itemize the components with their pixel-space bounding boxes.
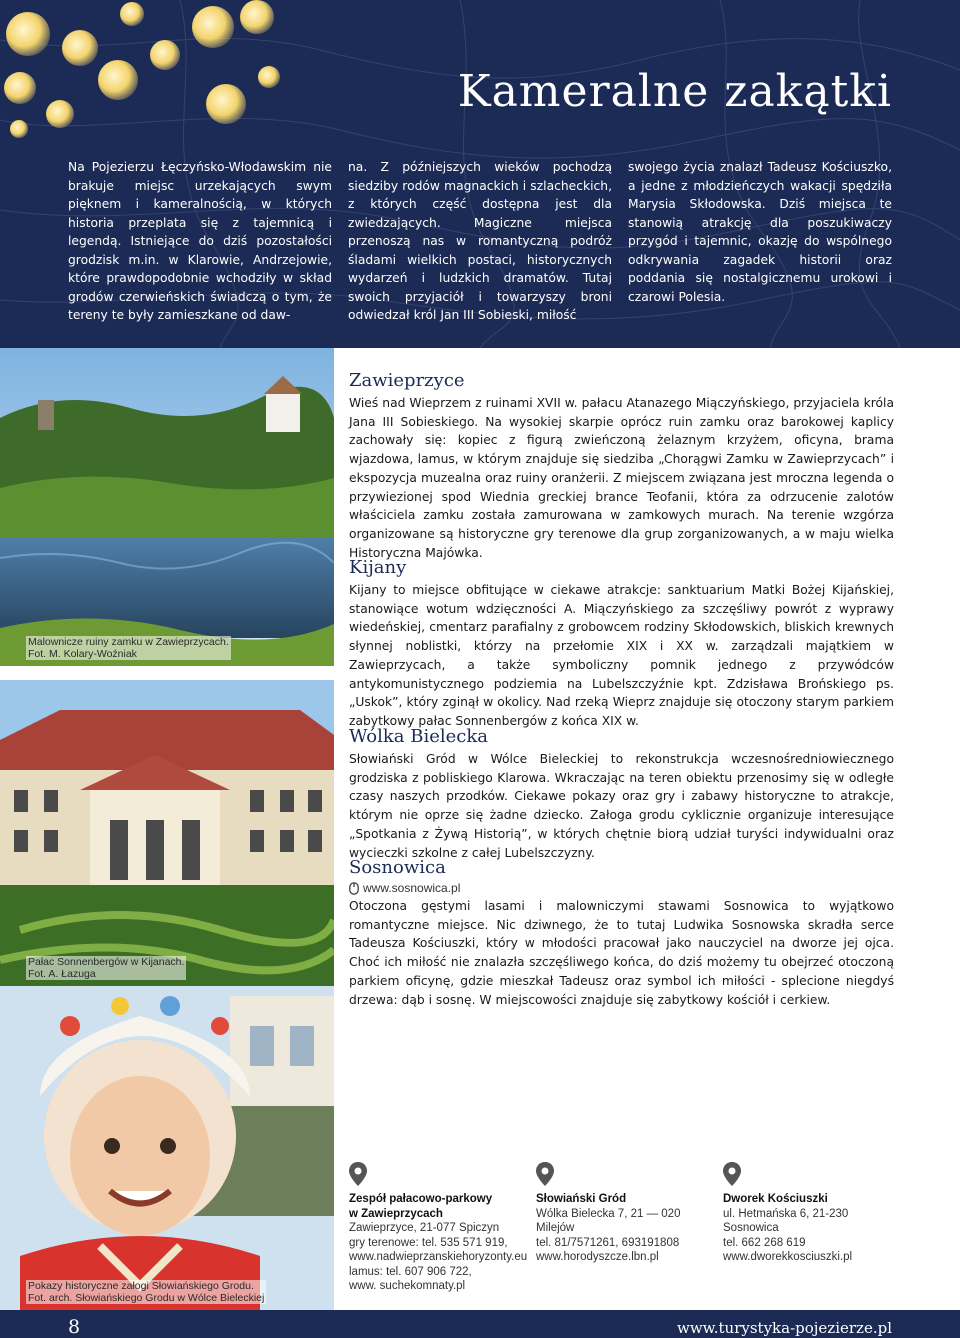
section-title: Kijany [349, 557, 407, 578]
bokeh-light [206, 84, 246, 124]
palace-illustration [0, 680, 334, 986]
bokeh-light [10, 120, 28, 138]
contact-phone: tel. 662 268 619 [723, 1236, 806, 1249]
contact-name: Słowiański Gród [536, 1193, 627, 1205]
contact-slowianski-grod [536, 1162, 711, 1265]
caption-credit: Fot. M. Kolary-Woźniak [28, 648, 137, 660]
photo-historical-show [0, 986, 334, 1310]
location-pin-icon [349, 1162, 367, 1186]
caption-credit: Fot. A. Łazuga [28, 968, 96, 980]
website-line [349, 881, 894, 895]
caption-line: Malownicze ruiny zamku w Zawieprzycach. [28, 636, 229, 648]
contact-address: Zawieprzyce, 21-077 Spiczyn [349, 1222, 500, 1234]
intro-column-2: na. Z późniejszych wieków pochodzą siedziby rodów magnackich i szlacheckich, z których część dostępna jest dla zwiedzających. Magiczne miejsca przenoszą nas w romantyczną podróż śladami wielkich postaci, historycznych wydarzeń i ludzkich dramatów. Tutaj swoich przyjaciół i towarzyszy broni odwiedzał król Jan III Sobieski, miłość [348, 160, 612, 322]
bokeh-light [192, 6, 234, 48]
section-kijany [349, 557, 894, 731]
photo-caption [26, 1280, 266, 1304]
intro-column-3: swojego życia znalazł Tadeusz Kościuszko, a jedne z młodzieńczych wakacji spędziła Marysia Skłodowska. Dziś miejsca te stanowią atrakcję dla poszukiwaczy przygód i tajemnic, okazję do wspólnego odkrywania zagadek historii oraz poddania się nostalgicznemu urokowi i czarowi Polesia. [628, 160, 892, 304]
contact-dworek-kosciuszki [723, 1162, 898, 1265]
bokeh-light [240, 0, 274, 34]
bokeh-light [258, 66, 280, 88]
bokeh-light [6, 12, 50, 56]
contact-phone: lamus: tel. 607 906 722, [349, 1265, 472, 1278]
section-zawieprzyce [349, 370, 894, 562]
contact-website[interactable]: www. suchekomnaty.pl [349, 1280, 466, 1292]
castle-ruins-illustration [0, 348, 334, 666]
contact-website[interactable]: www.dworekkosciuszki.pl [723, 1251, 853, 1263]
footer-website[interactable]: www.turystyka-pojezierze.pl [677, 1319, 892, 1337]
section-text: Kijany to miejsce obfitujące w ciekawe atrakcje: sanktuarium Matki Bożej Kijańskiej, stanowiące wotum wdzięczności A. Miączyńskiego za szczęśliwy powrót z wyprawy wiedeńskiej, cmentarz parafialny z grobowcem rodziny Skłodowskich, bliskich krewnych słynnej noblistki, którzy na przełomie XIX i XX w. zarządzali majątkiem w Zawieprzycach, a także symboliczny pomnik jednego z przywódców antykomunistycznego podziemia na Lubelszczyźnie kpt. Zdzisława Brońskiego ps. „Uskok”, który zginął w okolicy. Nad rzeką Wieprz znajduje się otoczony starym parkiem zabytkowy pałac Sonnenbergów z końca XIX w. [349, 583, 894, 728]
contact-address: ul. Hetmańska 6, 21-230 Sosnowica [723, 1207, 849, 1234]
section-text: Otoczona gęstymi lasami i malowniczymi stawami Sosnowica to wyjątkowo romantyczne miejsce. Nic dziwnego, że to tutaj Ludwika Sosnowska skradła serce Tadeusza Kościuszki, który w młodości pracował jako nauczyciel na dworze jej ojca. Choć ich miłość nie znalazła szczęśliwego końca, do dziś możemy tu obejrzeć otoczoną parkiem oficynę, gdzie mieszkał Tadeusz oraz symbol ich miłości - splecione niegdyś drzewa: dąb i sosnę. W miejscowości znajduje się zabytkowy kościół i cerkiew. [349, 899, 894, 1007]
photo-caption [26, 636, 231, 660]
section-text: Wieś nad Wieprzem z ruinami XVII w. pałacu Atanazego Miączyńskiego, przyjaciela króla Jana III Sobieskiego. Na wysokiej skarpie oprócz ruin zamku oraz barokowej kaplicy zachowały się: kopiec z figurą zwieńczoną żelaznym krzyżem, oficyna, brama wjazdowa, lamus, w którym znajduje się siedziba „Chorągwi Zamku w Zawieprzycach” i ekspozycja muzealna oraz ruiny oranżerii. Z miejscem związana jest mroczna legenda o przywiezionej spod Wiednia greckiej brance Teofanii, która za odrzucenie zalotów właściciela zamku została zamurowana w zamkowych murach. Na terenie wzgórza organizowane są historyczne gry terenowe dla grup zorganizowanych, a w maju wielka Historyczna Majówka. [349, 396, 894, 560]
contact-website[interactable]: www.nadwieprzanskiehoryzonty.eu [349, 1251, 528, 1263]
section-sosnowica [349, 857, 894, 1009]
photo-palace [0, 680, 334, 986]
section-wolka-bielecka [349, 726, 894, 862]
website-link[interactable]: www.sosnowica.pl [363, 881, 461, 895]
contact-phone: tel. 81/7571261, 693191808 [536, 1236, 680, 1249]
contact-phone: gry terenowe: tel. 535 571 919, [349, 1236, 508, 1249]
contact-name: Dworek Kościuszki [723, 1193, 828, 1205]
location-pin-icon [536, 1162, 554, 1186]
bokeh-light [120, 2, 144, 26]
header-banner [0, 0, 960, 348]
section-title: Wólka Bielecka [349, 726, 488, 747]
bokeh-light [150, 40, 180, 70]
bokeh-light [62, 30, 98, 66]
contact-name: Zespół pałacowo-parkowy [349, 1193, 493, 1205]
photo-caption [26, 956, 186, 980]
contact-website[interactable]: www.horodyszcze.lbn.pl [536, 1251, 659, 1263]
contact-name: w Zawieprzycach [349, 1207, 443, 1220]
intro-column-1: Na Pojezierzu Łęczyńsko-Włodawskim nie brakuje miejsc urzekających swym pięknem i kameralnością, w których historia przeplata się z tajemnicą i legendą. Istniejące do dziś pozostałości grodzisk m.in. w Klarowie, Andrzejowie, które prawdopodobnie wchodziły w skład grodów czerwieńskich świadczą o tym, że tereny te były zamieszkane od daw- [68, 160, 332, 322]
page-title: Kameralne zakątki [457, 66, 892, 117]
caption-credit: Fot. arch. Słowiańskiego Grodu w Wólce Bieleckiej [28, 1292, 265, 1304]
page-number: 8 [68, 1316, 81, 1338]
section-title: Sosnowica [349, 857, 446, 878]
contact-address: Wólka Bielecka 7, 21 — 020 Milejów [536, 1207, 681, 1234]
caption-line: Pałac Sonnenbergów w Kijanach. [28, 956, 185, 968]
bokeh-light [98, 60, 138, 100]
bokeh-light [4, 72, 36, 104]
caption-line: Pokazy historyczne załogi Słowiańskiego Grodu. [28, 1280, 254, 1292]
contact-zawieprzyce [349, 1162, 528, 1294]
child-costume-illustration [0, 986, 334, 1310]
bokeh-light [46, 100, 74, 128]
mouse-cursor-icon [349, 882, 359, 895]
section-title: Zawieprzyce [349, 370, 465, 391]
section-text: Słowiański Gród w Wólce Bieleckiej to rekonstrukcja wczesnośredniowiecznego grodziska z pobliskiego Klarowa. Wkraczając na teren obiektu przenosimy się w odległe czasy naszych przodków. Ciekawe pokazy oraz gry i zabawy historyczne to atrakcje, którym nie oprze się żadne dziecko. Załoga grodu cyklicznie organizuje interesujące „Spotkania z Żywą Historią”, w których chętnie biorą udział turyści indywidualni oraz wycieczki szkolne z całej Lubelszczyzny. [349, 752, 894, 860]
location-pin-icon [723, 1162, 741, 1186]
photo-castle-ruins [0, 348, 334, 666]
